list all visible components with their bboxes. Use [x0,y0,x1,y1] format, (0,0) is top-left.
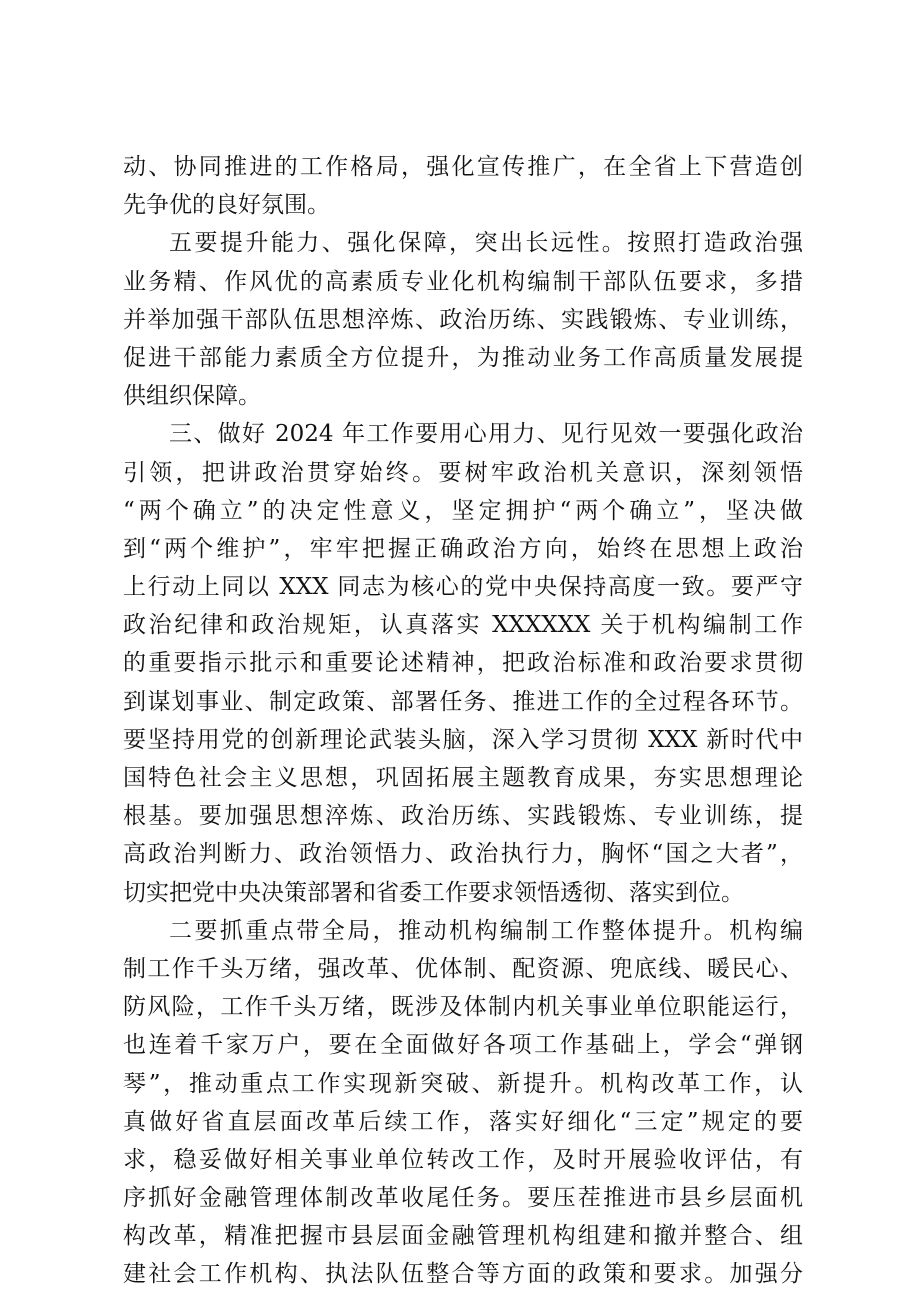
text-line: 到谋划事业、制定政策、部署任务、推进工作的全过程各环节。 [123,688,803,715]
text-line: 政治纪律和政治规矩，认真落实 XXXXXX 关于机构编制工作 [123,612,803,639]
text-line: 求，稳妥做好相关事业单位转改工作，及时开展验收评估，有 [123,1146,803,1173]
text-line: 要坚持用党的创新理论武装头脑，深入学习贯彻 XXX 新时代中 [123,726,803,753]
document-body [123,148,803,1294]
text-line: 建社会工作机构、执法队伍整合等方面的政策和要求。加强分 [123,1261,803,1288]
text-line: 五要提升能力、强化保障，突出长远性。按照打造政治强 [169,230,803,257]
text-line: 并举加强干部队伍思想淬炼、政治历练、实践锻炼、专业训练， [123,306,803,333]
text-line: 高政治判断力、政治领悟力、政治执行力，胸怀“国之大者”， [123,841,803,868]
text-line: 切实把党中央决策部署和省委工作要求领悟透彻、落实到位。 [123,879,744,906]
text-line: 琴”，推动重点工作实现新突破、新提升。机构改革工作，认 [123,1070,803,1097]
text-line: 动、协同推进的工作格局，强化宣传推广，在全省上下营造创 [123,154,803,180]
text-line: 促进干部能力素质全方位提升，为推动业务工作高质量发展提 [123,344,803,371]
text-line: 三、做好 2024 年工作要用心用力、见行见效一要强化政治 [169,421,803,448]
text-line: 上行动上同以 XXX 同志为核心的党中央保持高度一致。要严守 [123,574,803,601]
text-line: 先争优的良好氛围。 [123,192,330,219]
text-line: 防风险，工作千头万绪，既涉及体制内机关事业单位职能运行， [123,994,803,1021]
text-line: 业务精、作风优的高素质专业化机构编制干部队伍要求，多措 [123,268,803,295]
text-line: 根基。要加强思想淬炼、政治历练、实践锻炼、专业训练，提 [123,803,803,830]
text-line: 供组织保障。 [123,383,261,410]
text-line: 序抓好金融管理体制改革收尾任务。要压茬推进市县乡层面机 [123,1185,803,1212]
text-line: 也连着千家万户，要在全面做好各项工作基础上，学会“弹钢 [123,1032,803,1059]
text-line: 国特色社会主义思想，巩固拓展主题教育成果，夯实思想理论 [123,765,803,791]
text-line: 构改革，精准把握市县层面金融管理机构组建和撤并整合、组 [123,1223,803,1250]
text-line: “两个确立”的决定性意义，坚定拥护“两个确立”，坚决做 [123,497,803,524]
text-line: 的重要指示批示和重要论述精神，把政治标准和政治要求贯彻 [123,650,803,677]
text-line: 二要抓重点带全局，推动机构编制工作整体提升。机构编 [169,917,803,944]
text-line: 真做好省直层面改革后续工作，落实好细化“三定”规定的要 [123,1108,803,1135]
text-line: 制工作千头万绪，强改革、优体制、配资源、兜底线、暖民心、 [123,955,803,982]
text-line: 到“两个维护”，牢牢把握正确政治方向，始终在思想上政治 [123,535,803,562]
text-line: 引领，把讲政治贯穿始终。要树牢政治机关意识，深刻领悟 [123,459,803,486]
